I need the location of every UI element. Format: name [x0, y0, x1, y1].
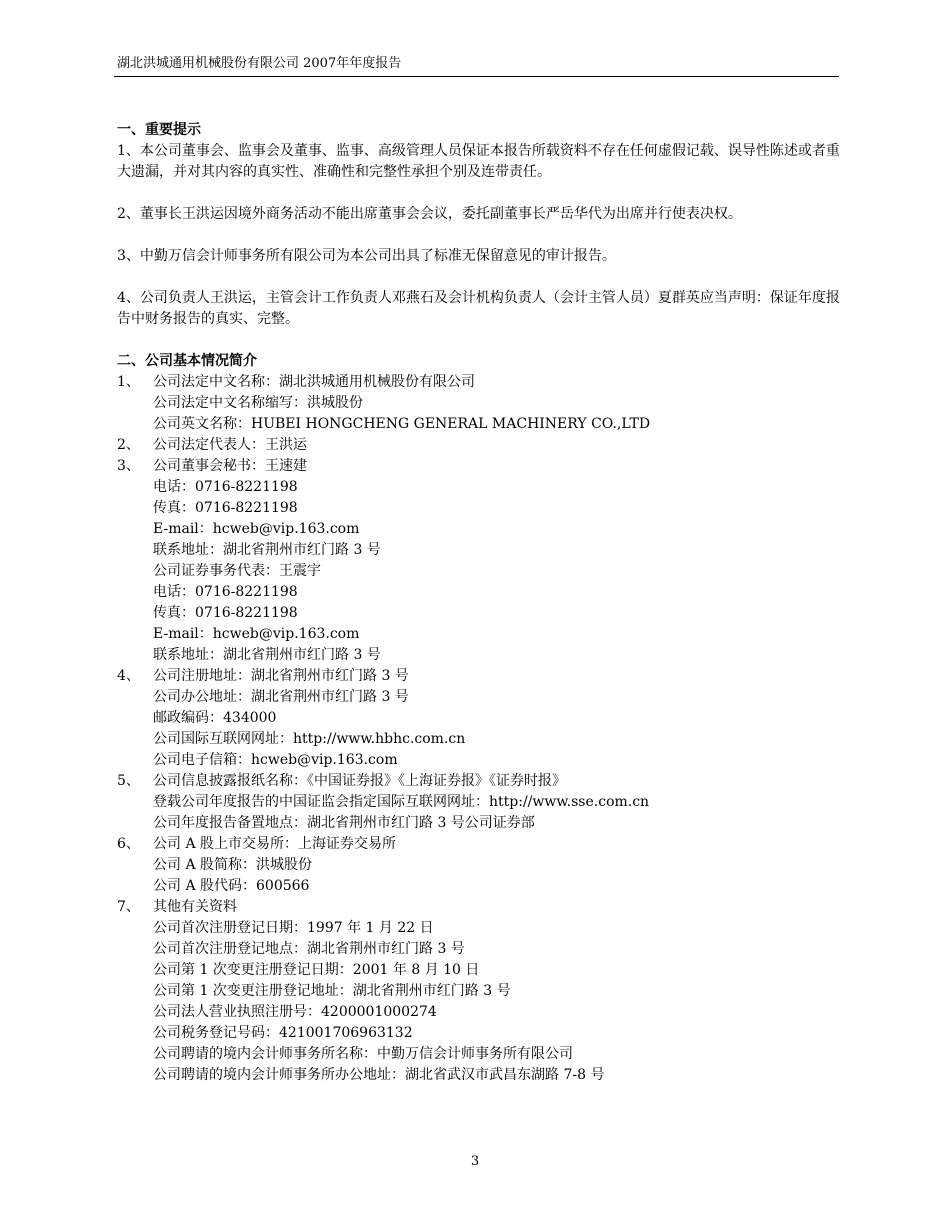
page-number: 3: [470, 1154, 480, 1169]
item-number: 1、: [117, 374, 140, 390]
info-subline: 公司证券事务代表：王震宇: [153, 563, 321, 579]
info-item-7: [117, 897, 842, 918]
info-item-2: [117, 435, 842, 456]
info-subline: 联系地址：湖北省荆州市红门路 3 号: [153, 542, 381, 558]
info-subline: 公司法定中文名称缩写：洪城股份: [153, 395, 363, 411]
info-subline: 公司年度报告备置地点：湖北省荆州市红门路 3 号公司证券部: [153, 815, 535, 831]
item-text: 公司董事会秘书：王速建: [153, 458, 307, 474]
info-subline: 登载公司年度报告的中国证监会指定国际互联网网址：http://www.sse.com.cn: [153, 794, 650, 810]
section-2-heading: 二、公司基本情况简介: [117, 353, 257, 369]
info-subline: 公司英文名称：HUBEI HONGCHENG GENERAL MACHINERY CO.,LTD: [153, 416, 651, 432]
info-subline: 电话：0716-8221198: [153, 584, 298, 600]
info-subline: E-mail：hcweb@vip.163.com: [153, 521, 360, 537]
info-subline: 电话：0716-8221198: [153, 479, 298, 495]
document-body: [117, 120, 842, 1086]
info-subline: 公司第 1 次变更注册登记地址：湖北省荆州市红门路 3 号: [153, 983, 511, 999]
info-subline: 公司国际互联网网址：http://www.hbhc.com.cn: [153, 731, 466, 747]
item-number: 2、: [117, 437, 140, 453]
item-text: 公司法定代表人：王洪运: [153, 437, 307, 453]
item-number: 5、: [117, 773, 140, 789]
info-subline: 公司 A 股代码：600566: [153, 878, 310, 894]
info-subline: 公司聘请的境内会计师事务所名称：中勤万信会计师事务所有限公司: [153, 1046, 573, 1062]
item-number: 7、: [117, 899, 140, 915]
item-text: 公司法定中文名称：湖北洪城通用机械股份有限公司: [153, 374, 475, 390]
info-subline: 公司首次注册登记日期：1997 年 1 月 22 日: [153, 920, 434, 936]
notice-paragraph-2: 2、董事长王洪运因境外商务活动不能出席董事会会议，委托副董事长严岳华代为出席并行使表决权。: [117, 206, 742, 222]
item-number: 4、: [117, 668, 140, 684]
info-subline: 传真：0716-8221198: [153, 605, 298, 621]
info-subline: 联系地址：湖北省荆州市红门路 3 号: [153, 647, 381, 663]
section-1-heading: 一、重要提示: [117, 122, 201, 138]
item-number: 6、: [117, 836, 140, 852]
info-subline: 公司第 1 次变更注册登记日期：2001 年 8 月 10 日: [153, 962, 480, 978]
info-subline: 公司 A 股简称：洪城股份: [153, 857, 313, 873]
info-item-6: [117, 834, 842, 855]
info-subline: 公司办公地址：湖北省荆州市红门路 3 号: [153, 689, 409, 705]
item-text: 公司 A 股上市交易所：上海证券交易所: [153, 836, 397, 852]
info-subline: 公司电子信箱：hcweb@vip.163.com: [153, 752, 398, 768]
notice-paragraph-3: 3、中勤万信会计师事务所有限公司为本公司出具了标准无保留意见的审计报告。: [117, 248, 616, 264]
info-subline: 邮政编码：434000: [153, 710, 277, 726]
info-item-4: [117, 666, 842, 687]
info-subline: 公司首次注册登记地点：湖北省荆州市红门路 3 号: [153, 941, 465, 957]
info-subline: E-mail：hcweb@vip.163.com: [153, 626, 360, 642]
report-header-title: 湖北洪城通用机械股份有限公司 2007年年度报告: [117, 56, 402, 71]
notice-paragraph-4: 4、公司负责人王洪运，主管会计工作负责人邓燕石及会计机构负责人（会计主管人员）夏群英应当声明：保证年度报告中财务报告的真实、完整。: [117, 290, 840, 327]
info-subline: 公司法人营业执照注册号：4200001000274: [153, 1004, 437, 1020]
item-text: 其他有关资料: [153, 899, 237, 915]
info-subline: 传真：0716-8221198: [153, 500, 298, 516]
info-item-1: [117, 372, 842, 393]
info-item-3: [117, 456, 842, 477]
item-number: 3、: [117, 458, 140, 474]
info-subline: 公司聘请的境内会计师事务所办公地址：湖北省武汉市武昌东湖路 7-8 号: [153, 1067, 605, 1083]
item-text: 公司注册地址：湖北省荆州市红门路 3 号: [153, 668, 409, 684]
info-item-5: [117, 771, 842, 792]
item-text: 公司信息披露报纸名称：《中国证券报》《上海证券报》《证券时报》: [153, 773, 566, 789]
notice-paragraph-1: 1、本公司董事会、监事会及董事、监事、高级管理人员保证本报告所载资料不存在任何虚假记载、误导性陈述或者重大遗漏，并对其内容的真实性、准确性和完整性承担个别及连带责任。: [117, 143, 840, 180]
info-subline: 公司税务登记号码：421001706963132: [153, 1025, 413, 1041]
header-divider: [114, 76, 839, 77]
